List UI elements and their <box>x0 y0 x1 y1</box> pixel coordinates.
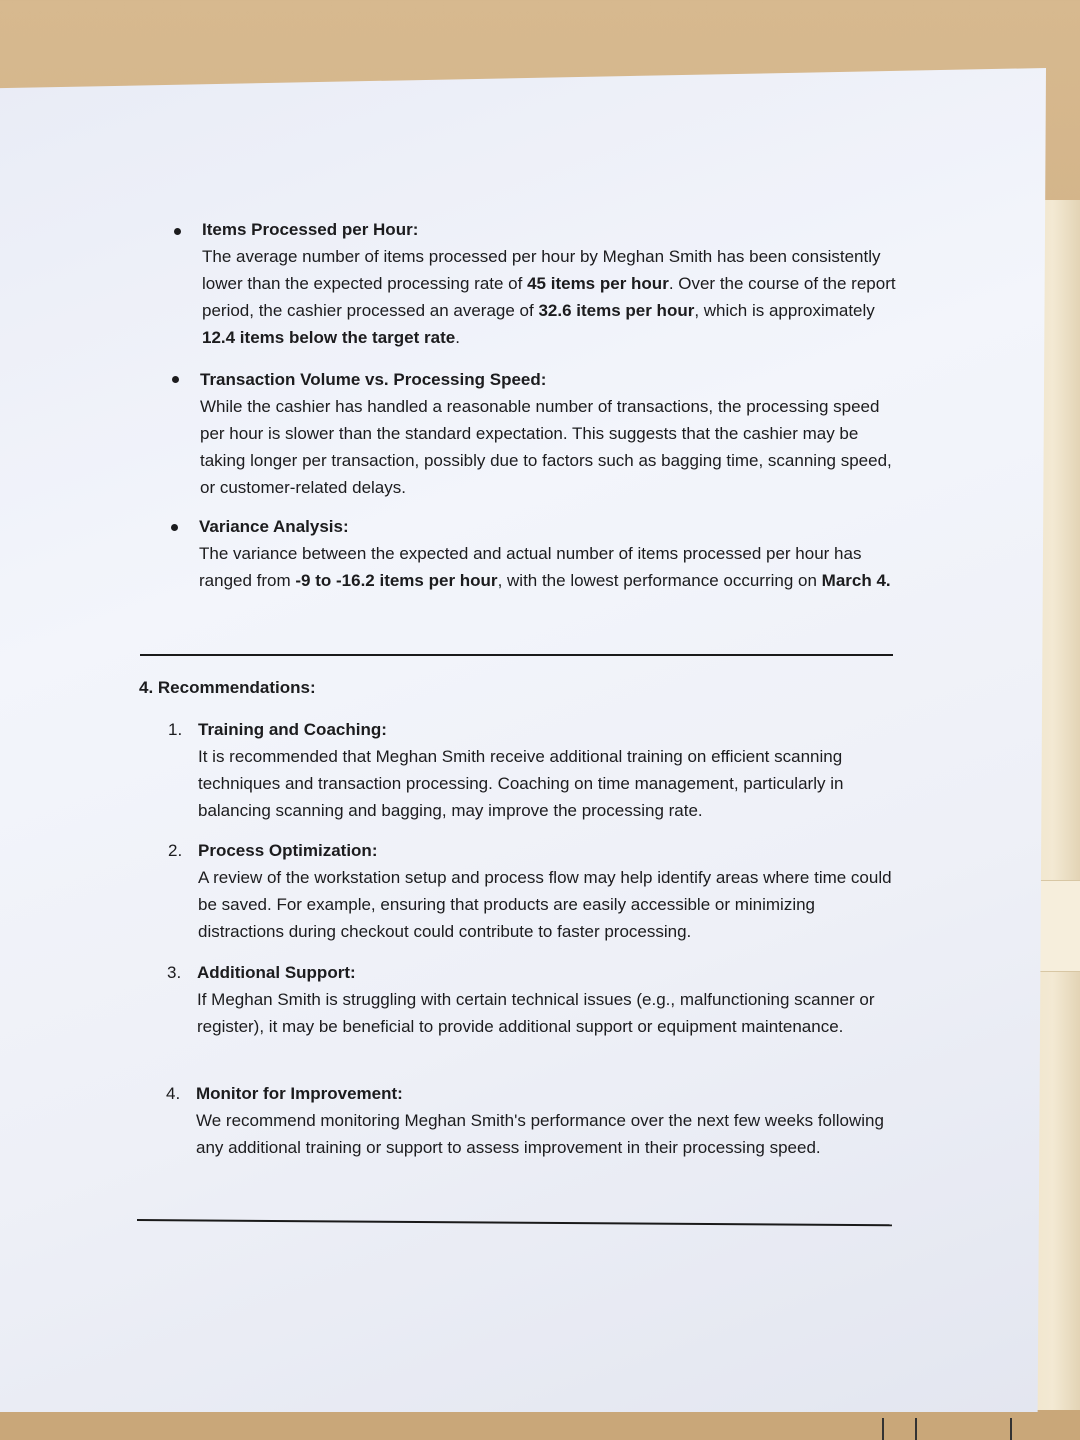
recommendation-process <box>198 837 893 945</box>
recommendation-title: Process Optimization: <box>198 841 378 860</box>
finding-text <box>200 397 892 497</box>
emphasis-text: 45 items per hour <box>527 274 669 293</box>
bullet-icon <box>174 228 181 235</box>
body-text: , which is approximately <box>694 301 875 320</box>
recommendation-monitor <box>196 1080 891 1161</box>
recommendation-support <box>197 959 892 1040</box>
section-divider <box>140 654 893 656</box>
recommendation-title: Training and Coaching: <box>198 720 387 739</box>
body-text: The average number of items processed per hour by Meghan Smith has been consistently lower than the expected processing rate of <box>202 247 881 293</box>
list-number: 2. <box>168 841 183 860</box>
finding-transaction-volume <box>200 366 900 501</box>
finding-items-per-hour <box>202 216 902 351</box>
body-text: . <box>455 328 460 347</box>
emphasis-text: 32.6 items per hour <box>538 301 695 320</box>
bullet-icon <box>172 376 179 383</box>
recommendation-text: It is recommended that Meghan Smith receive additional training on efficient scanning techniques and transaction processing. Coaching on time management, particularly in balancing scanning and bagging, may improve the processing rate. <box>198 747 844 820</box>
emphasis-text: -9 to -16.2 items per hour <box>295 571 498 590</box>
body-text: The variance between the expected and actual number of items processed per hour has ranged from <box>199 544 862 590</box>
bullet-icon <box>171 524 178 531</box>
recommendation-training <box>198 716 893 824</box>
finding-title: Transaction Volume vs. Processing Speed: <box>200 370 547 389</box>
emphasis-text: March 4. <box>821 571 891 590</box>
section-divider <box>137 1219 892 1226</box>
body-text: , with the lowest performance occurring on <box>497 571 822 590</box>
recommendation-text: If Meghan Smith is struggling with certain technical issues (e.g., malfunctioning scanner or register), it may be beneficial to provide additional support or equipment maintenance. <box>197 990 875 1036</box>
body-text: . Over the course of the report period, the cashier processed an average of <box>202 274 896 320</box>
emphasis-text: 12.4 items below the target rate <box>202 328 456 347</box>
list-number: 1. <box>168 720 183 739</box>
list-number: 4. <box>166 1084 181 1103</box>
recommendation-text: We recommend monitoring Meghan Smith's performance over the next few weeks following any additional training or support to assess improvement in their processing speed. <box>196 1111 884 1157</box>
list-number: 3. <box>167 963 182 982</box>
finding-title: Variance Analysis: <box>199 517 349 536</box>
finding-variance-analysis <box>199 513 899 594</box>
finding-title: Items Processed per Hour: <box>202 220 419 239</box>
recommendation-title: Additional Support: <box>197 963 356 982</box>
recommendation-title: Monitor for Improvement: <box>196 1084 403 1103</box>
recommendation-text: A review of the workstation setup and process flow may help identify areas where time could be saved. For example, ensuring that products are easily accessible or minimizing distractions during checkout could contribute to faster processing. <box>198 868 892 941</box>
section-heading: 4. Recommendations: <box>139 678 316 697</box>
finding-text <box>202 247 896 347</box>
body-text: While the cashier has handled a reasonable number of transactions, the processing speed per hour is slower than the standard expectation. This suggests that the cashier may be taking longer per transaction, possibly due to factors such as bagging time, scanning speed, or customer-related delays. <box>200 397 892 497</box>
finding-text <box>199 544 891 590</box>
